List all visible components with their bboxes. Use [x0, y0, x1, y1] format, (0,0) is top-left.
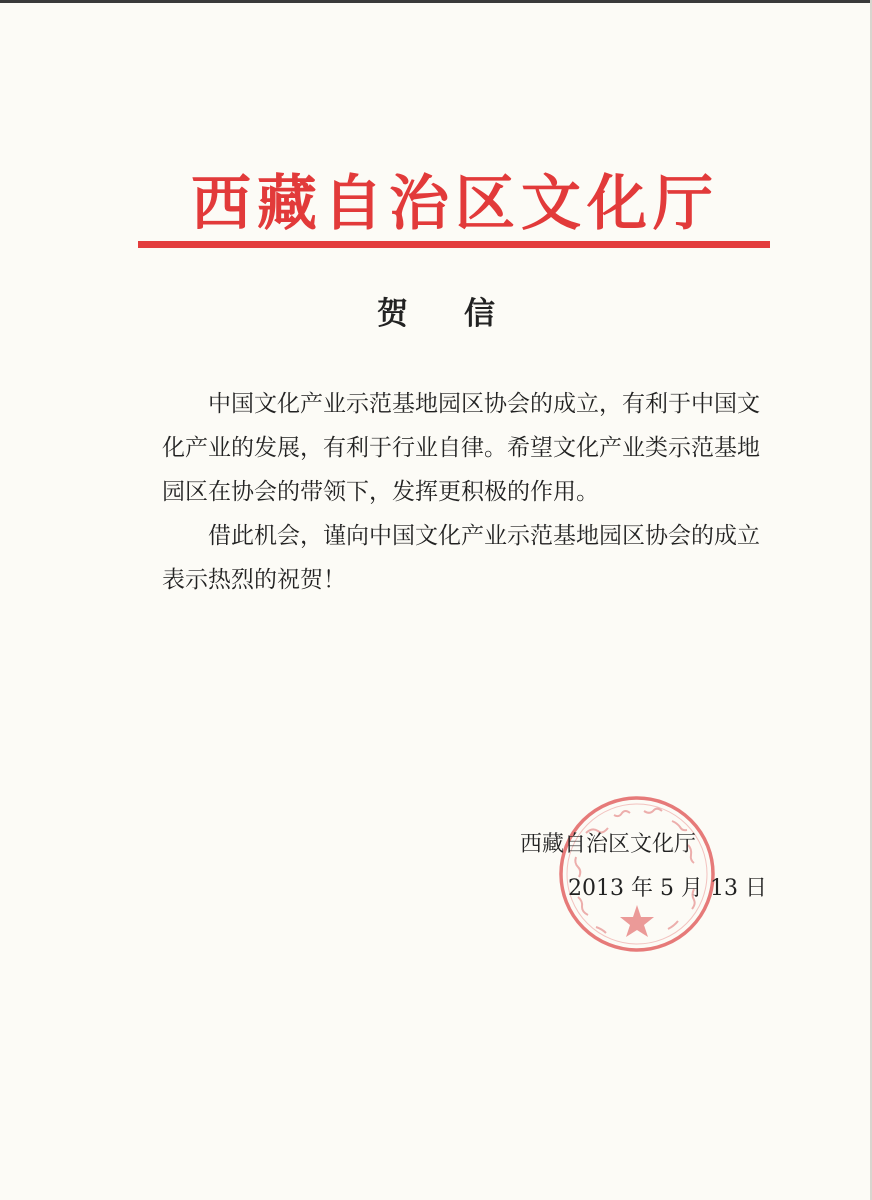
document-title [0, 294, 872, 334]
letter-body [162, 382, 762, 602]
document-title-part2: 信 [464, 296, 495, 332]
signature-date: 2013 年 5 月 13 日 [568, 876, 767, 901]
scan-edge-top [0, 0, 872, 3]
document-title-part1: 贺 [377, 296, 408, 332]
body-paragraph-2: 借此机会，谨向中国文化产业示范基地园区协会的成立表示热烈的祝贺！ [162, 523, 760, 593]
signature-organization: 西藏自治区文化厅 [520, 832, 697, 857]
letterhead-red-rule [138, 241, 770, 248]
letterhead-title: 西藏自治区文化厅 [191, 169, 719, 239]
body-paragraph-1: 中国文化产业示范基地园区协会的成立，有利于中国文化产业的发展，有利于行业自律。希望文化产业类示范基地园区在协会的带领下，发挥更积极的作用。 [162, 391, 760, 505]
